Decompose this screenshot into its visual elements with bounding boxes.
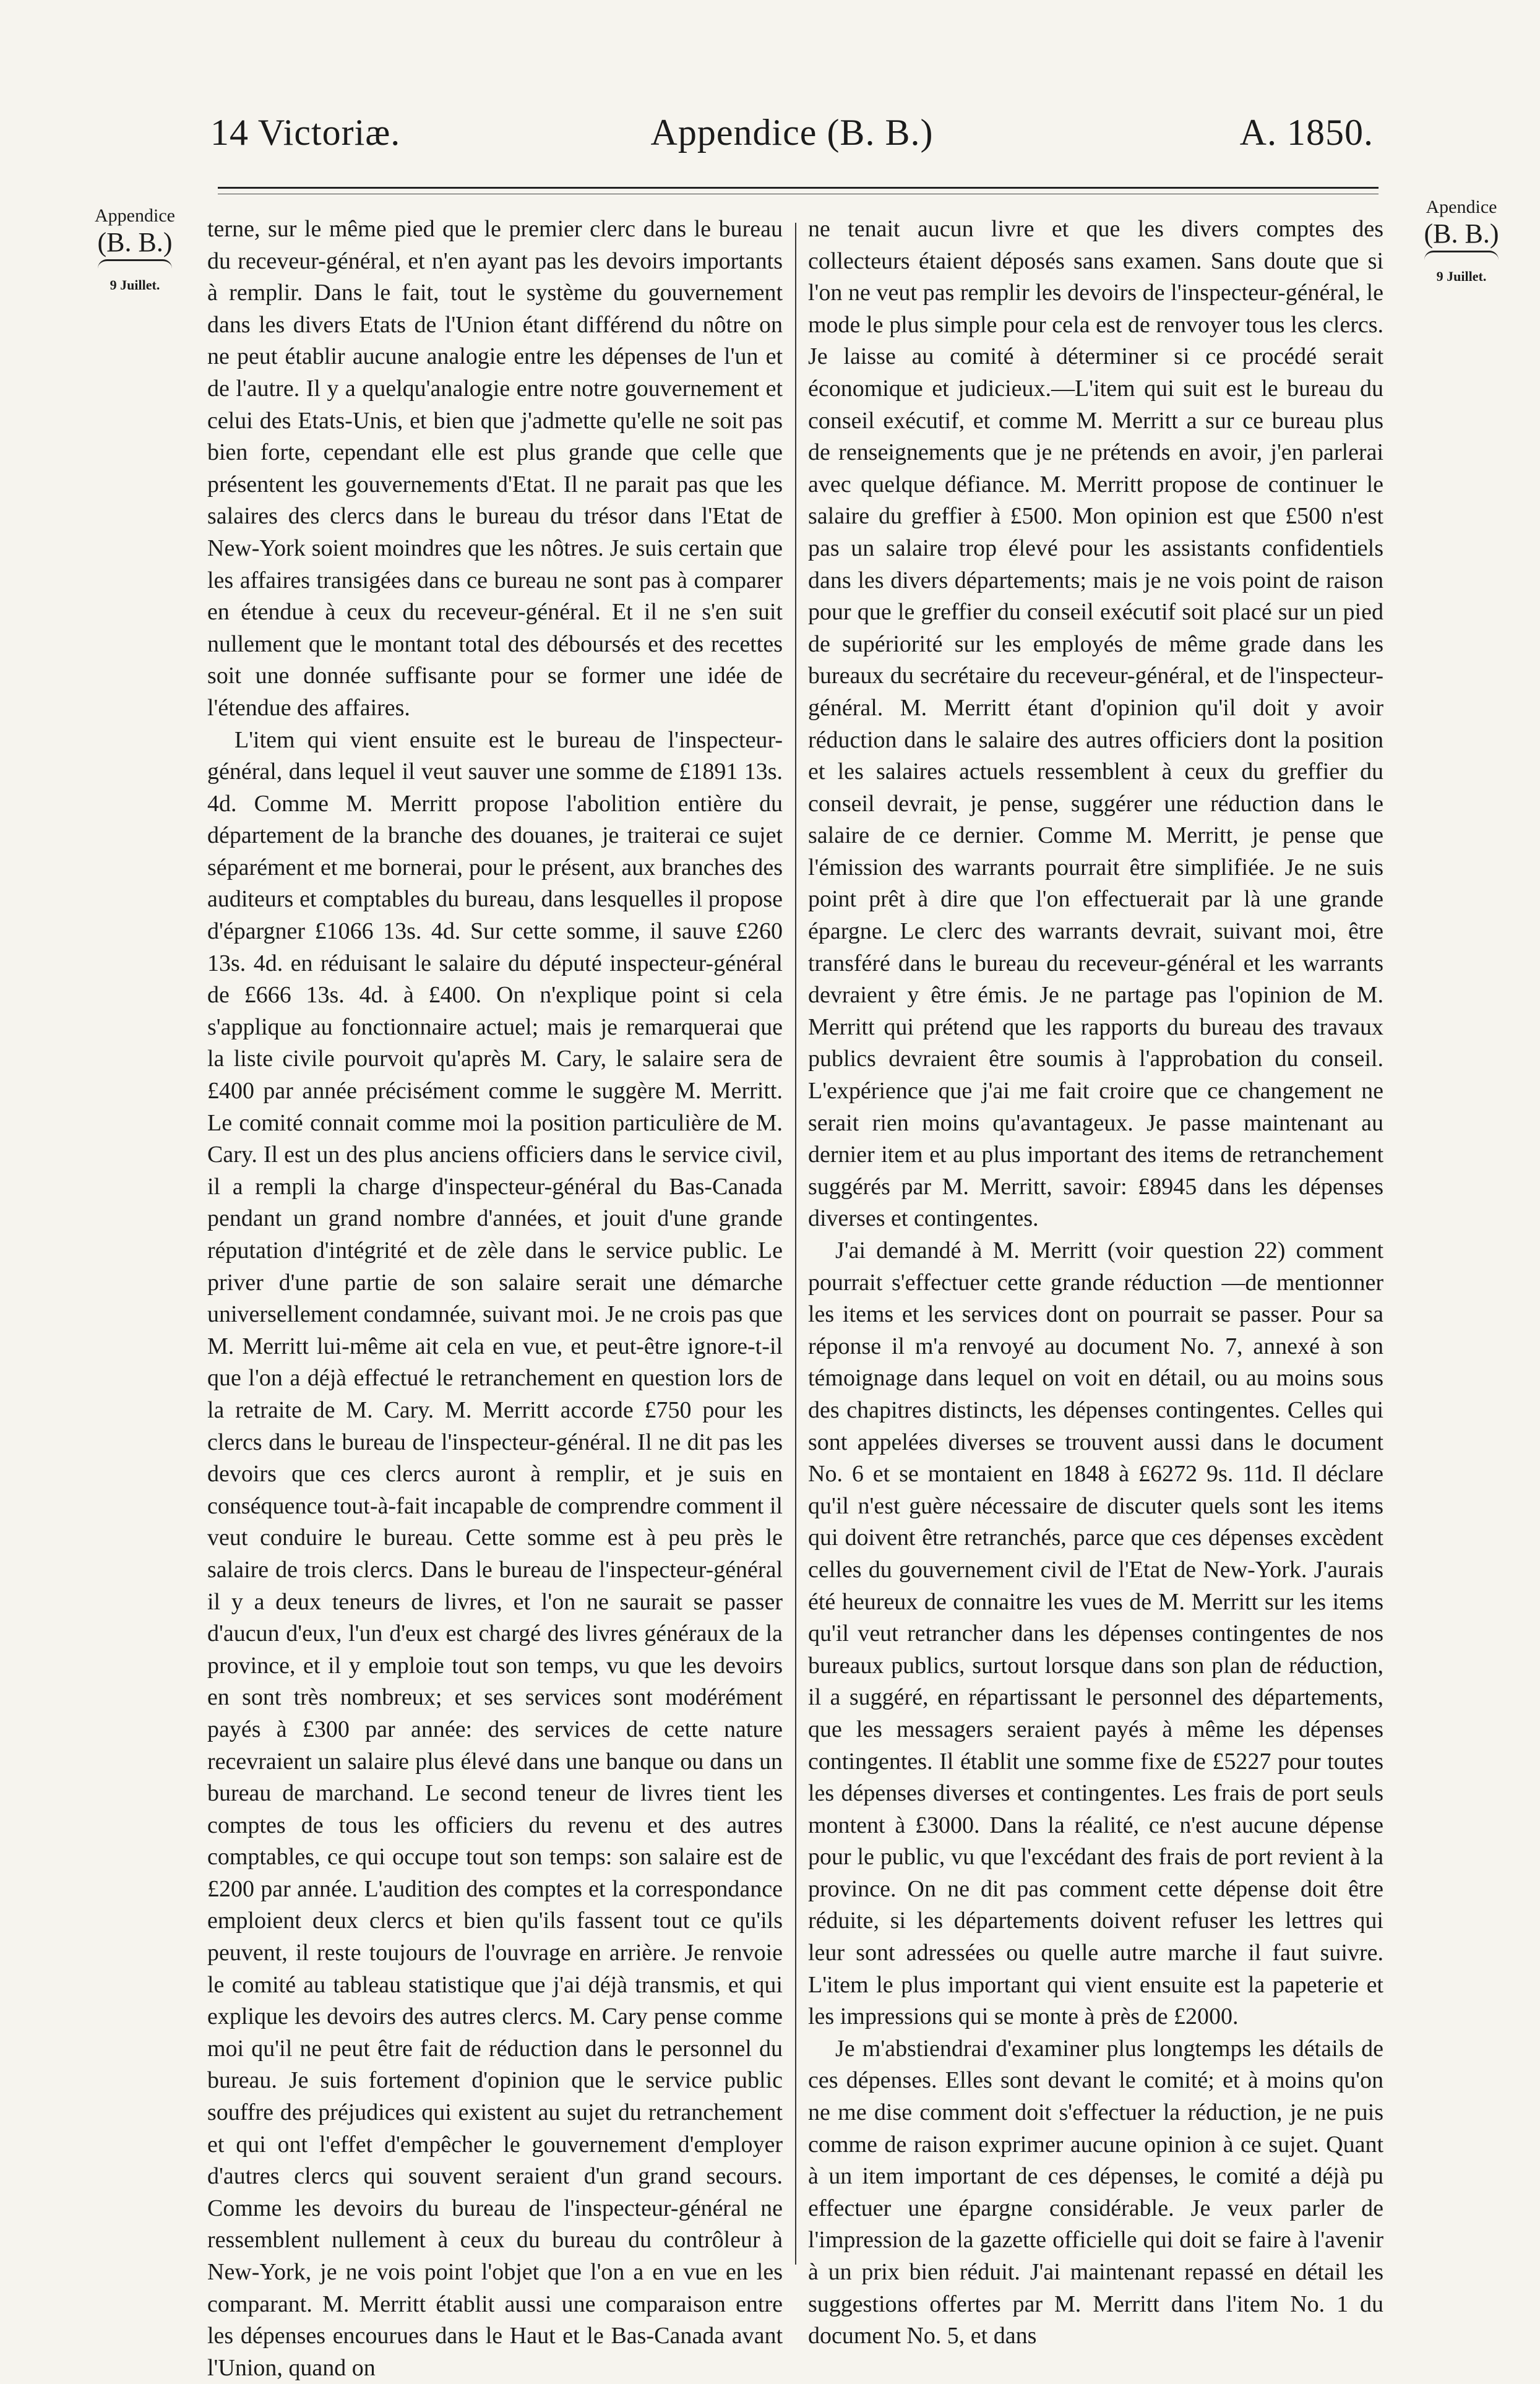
right-paragraph-3: Je m'abstiendrai d'examiner plus longtemps les détails de ces dépenses. Elles sont devant le comité; et à moins qu'on ne me dise comment doit s'effectuer la réduction, je ne puis comme de raison exprimer aucune opinion à ce sujet. Quant à un item important de ces dépenses, le comité a déjà pu effectuer une épargne considérable. Je veux parler de l'impression de la gazette officielle qui doit se faire à l'avenir à un prix bien réduit. J'ai maintenant repassé en détail les suggestions offertes par M. Merritt dans l'item No. 1 du document No. 5, et dans (808, 2033, 1383, 2352)
right-margin-appendix: Apendice (1400, 197, 1523, 218)
header-year: A. 1850. (1240, 111, 1374, 154)
left-margin-code: (B. B.) (73, 227, 197, 259)
page-header (198, 105, 1386, 173)
right-margin-brace (1424, 251, 1499, 260)
right-text-column (808, 213, 1383, 2268)
header-rule (218, 187, 1379, 189)
right-margin-date: 9 Juillet. (1400, 269, 1523, 284)
left-margin-date: 9 Juillet. (73, 277, 197, 293)
right-margin-note (1400, 197, 1523, 284)
left-margin-appendix: Appendice (73, 205, 197, 227)
left-margin-brace (98, 259, 172, 269)
left-margin-note (73, 205, 197, 293)
left-text-column (207, 213, 783, 2268)
header-appendix-title: Appendice (B. B.) (198, 111, 1386, 154)
column-divider (795, 223, 796, 2265)
left-paragraph-2: L'item qui vient ensuite est le bureau de l'inspecteur-général, dans lequel il veut sauver une somme de £1891 13s. 4d. Comme M. Merritt propose l'abolition entière du département de la branche des douanes, je traiterai ce sujet séparément et me bornerai, pour le présent, aux branches des auditeurs et comptables du bureau, dans lesquelles il propose d'épargner £1066 13s. 4d. Sur cette somme, il sauve £260 13s. 4d. en réduisant le salaire du député inspecteur-général de £666 13s. 4d. à £400. On n'explique point si cela s'applique au fonctionnaire actuel; mais je remarquerai que la liste civile pourvoit qu'après M. Cary, le salaire sera de £400 par année précisément comme le suggère M. Merritt. Le comité connait comme moi la position particulière de M. Cary. Il est un des plus anciens officiers dans le service civil, il a rempli la charge d'inspecteur-général du Bas-Canada pendant un grand nombre d'années, et jouit d'une grande réputation d'intégrité et de zèle dans le service public. Le priver d'une partie de son salaire serait une démarche universellement condamnée, suivant moi. Je ne crois pas que M. Merritt lui-même ait cela en vue, et peut-être ignore-t-il que l'on a déjà effectué le retranchement en question lors de la retraite de M. Cary. M. Merritt accorde £750 pour les clercs dans le bureau de l'inspecteur-général. Il ne dit pas les devoirs que ces clercs auront à remplir, et je suis en conséquence tout-à-fait incapable de comprendre comment il veut conduire le bureau. Cette somme est à peu près le salaire de trois clercs. Dans le bureau de l'inspecteur-général il y a deux teneurs de livres, et l'on ne saurait se passer d'aucun d'eux, l'un d'eux est chargé des livres généraux de la province, et il y emploie tout son temps, vu que les devoirs en sont très nombreux; et ses services sont modérément payés à £300 par année: des services de cette nature recevraient un salaire plus élevé dans une banque ou dans un bureau de marchand. Le second teneur de livres tient les comptes de tous les officiers du revenu et des autres comptables, ce qui occupe tout son temps: son salaire est de £200 par année. L'audition des comptes et la correspondance emploient deux clercs et bien qu'ils fassent tout ce qu'ils peuvent, il reste toujours de l'ouvrage en arrière. Je renvoie le comité au tableau statistique que j'ai déjà transmis, et qui explique les devoirs des autres clercs. M. Cary pense comme moi qu'il ne peut être fait de réduction dans le personnel du bureau. Je suis fortement d'opinion que le service public souffre des préjudices qui existent au sujet du retranchement et qui ont l'effet d'empêcher le gouvernement d'employer d'autres clercs qui souvent seraient d'un grand secours. Comme les devoirs du bureau de l'inspecteur-général ne ressemblent nullement à ceux du bureau du contrôleur à New-York, je ne vois point l'objet que l'on a en vue en les comparant. M. Merritt établit aussi une comparaison entre les dépenses encourues dans le Haut et le Bas-Canada avant l'Union, quand on (207, 725, 783, 2384)
left-paragraph-1: terne, sur le même pied que le premier clerc dans le bureau du receveur-général, et n'en ayant pas les devoirs importants à remplir. Dans le fait, tout le système du gouvernement dans les divers Etats de l'Union étant différend du nôtre on ne peut établir aucune analogie entre les dépenses de l'un et de l'autre. Il y a quelqu'analogie entre notre gouvernement et celui des Etats-Unis, et bien que j'admette qu'elle ne soit pas bien forte, cependant elle est plus grande que celle que présentent les gouvernements d'Etat. Il ne parait pas que les salaires des clercs dans le bureau du trésor dans l'Etat de New-York soient moindres que les nôtres. Je suis certain que les affaires transigées dans ce bureau ne sont pas à comparer en étendue à ceux du receveur-général. Et il ne s'en suit nullement que le montant total des déboursés et des recettes soit une donnée suffisante pour se former une idée de l'étendue des affaires. (207, 213, 783, 725)
right-margin-code: (B. B.) (1400, 218, 1523, 250)
right-paragraph-1: ne tenait aucun livre et que les divers comptes des collecteurs étaient déposés sans examen. Sans doute que si l'on ne veut pas remplir les devoirs de l'inspecteur-général, le mode le plus simple pour cela est de renvoyer tous les clercs. Je laisse au comité à déterminer si ce procédé serait économique et judicieux.—L'item qui suit est le bureau du conseil exécutif, et comme M. Merritt a sur ce bureau plus de renseignements que je ne prétends en avoir, j'en parlerai avec quelque défiance. M. Merritt propose de continuer le salaire du greffier à £500. Mon opinion est que £500 n'est pas un salaire trop élevé pour les assistants confidentiels dans les divers départements; mais je ne vois point de raison pour que le greffier du conseil exécutif soit placé sur un pied de supériorité sur les employés de même grade dans les bureaux du secrétaire du receveur-général, et de l'inspecteur-général. M. Merritt étant d'opinion qu'il doit y avoir réduction dans le salaire des autres officiers dont la position et les salaires actuels ressemblent à ceux du greffier du conseil devrait, je pense, suggérer une réduction dans le salaire de ce dernier. Comme M. Merritt, je pense que l'émission des warrants pourrait être simplifiée. Je ne suis point prêt à dire que l'on effectuerait par là une grande épargne. Le clerc des warrants devrait, suivant moi, être transféré dans le bureau du receveur-général et les warrants devraient y être émis. Je ne partage pas l'opinion de M. Merritt qui prétend que les rapports du bureau des travaux publics devraient être soumis à l'approbation du conseil. L'expérience que j'ai me fait croire que ce changement ne serait rien moins qu'avantageux. Je passe maintenant au dernier item et au plus important des items de retranchement suggérés par M. Merritt, savoir: £8945 dans les dépenses diverses et contingentes. (808, 213, 1383, 1235)
header-session: 14 Victoriæ. (210, 111, 400, 154)
right-paragraph-2: J'ai demandé à M. Merritt (voir question 22) comment pourrait s'effectuer cette grande réduction —de mentionner les items et les services dont on pourrait se passer. Pour sa réponse il m'a renvoyé au document No. 7, annexé à son témoignage dans lequel on voit en détail, ou au moins sous des chapitres distincts, les dépenses contingentes. Celles qui sont appelées diverses se trouvent aussi dans le document No. 6 et se montaient en 1848 à £6272 9s. 11d. Il déclare qu'il n'est guère nécessaire de discuter quels sont les items qui doivent être retranchés, parce que ces dépenses excèdent celles du gouvernement civil de l'Etat de New-York. J'aurais été heureux de connaitre les vues de M. Merritt sur les items qu'il veut retrancher dans les dépenses contingentes de nos bureaux publics, surtout lorsque dans son plan de réduction, il a suggéré, en répartissant le personnel des départements, que les messagers seraient payés à même les dépenses contingentes. Il établit une somme fixe de £5227 pour toutes les dépenses diverses et contingentes. Les frais de port seuls montent à £3000. Dans la réalité, ce n'est aucune dépense pour le public, vu que l'excédant des frais de port revient à la province. On ne dit pas comment cette dépense doit être réduite, si les départements doivent refuser les lettres qui leur sont adressées ou quelle autre marche il faut suivre. L'item le plus important qui vient ensuite est la papeterie et les impressions qui se monte à près de £2000. (808, 1235, 1383, 2033)
